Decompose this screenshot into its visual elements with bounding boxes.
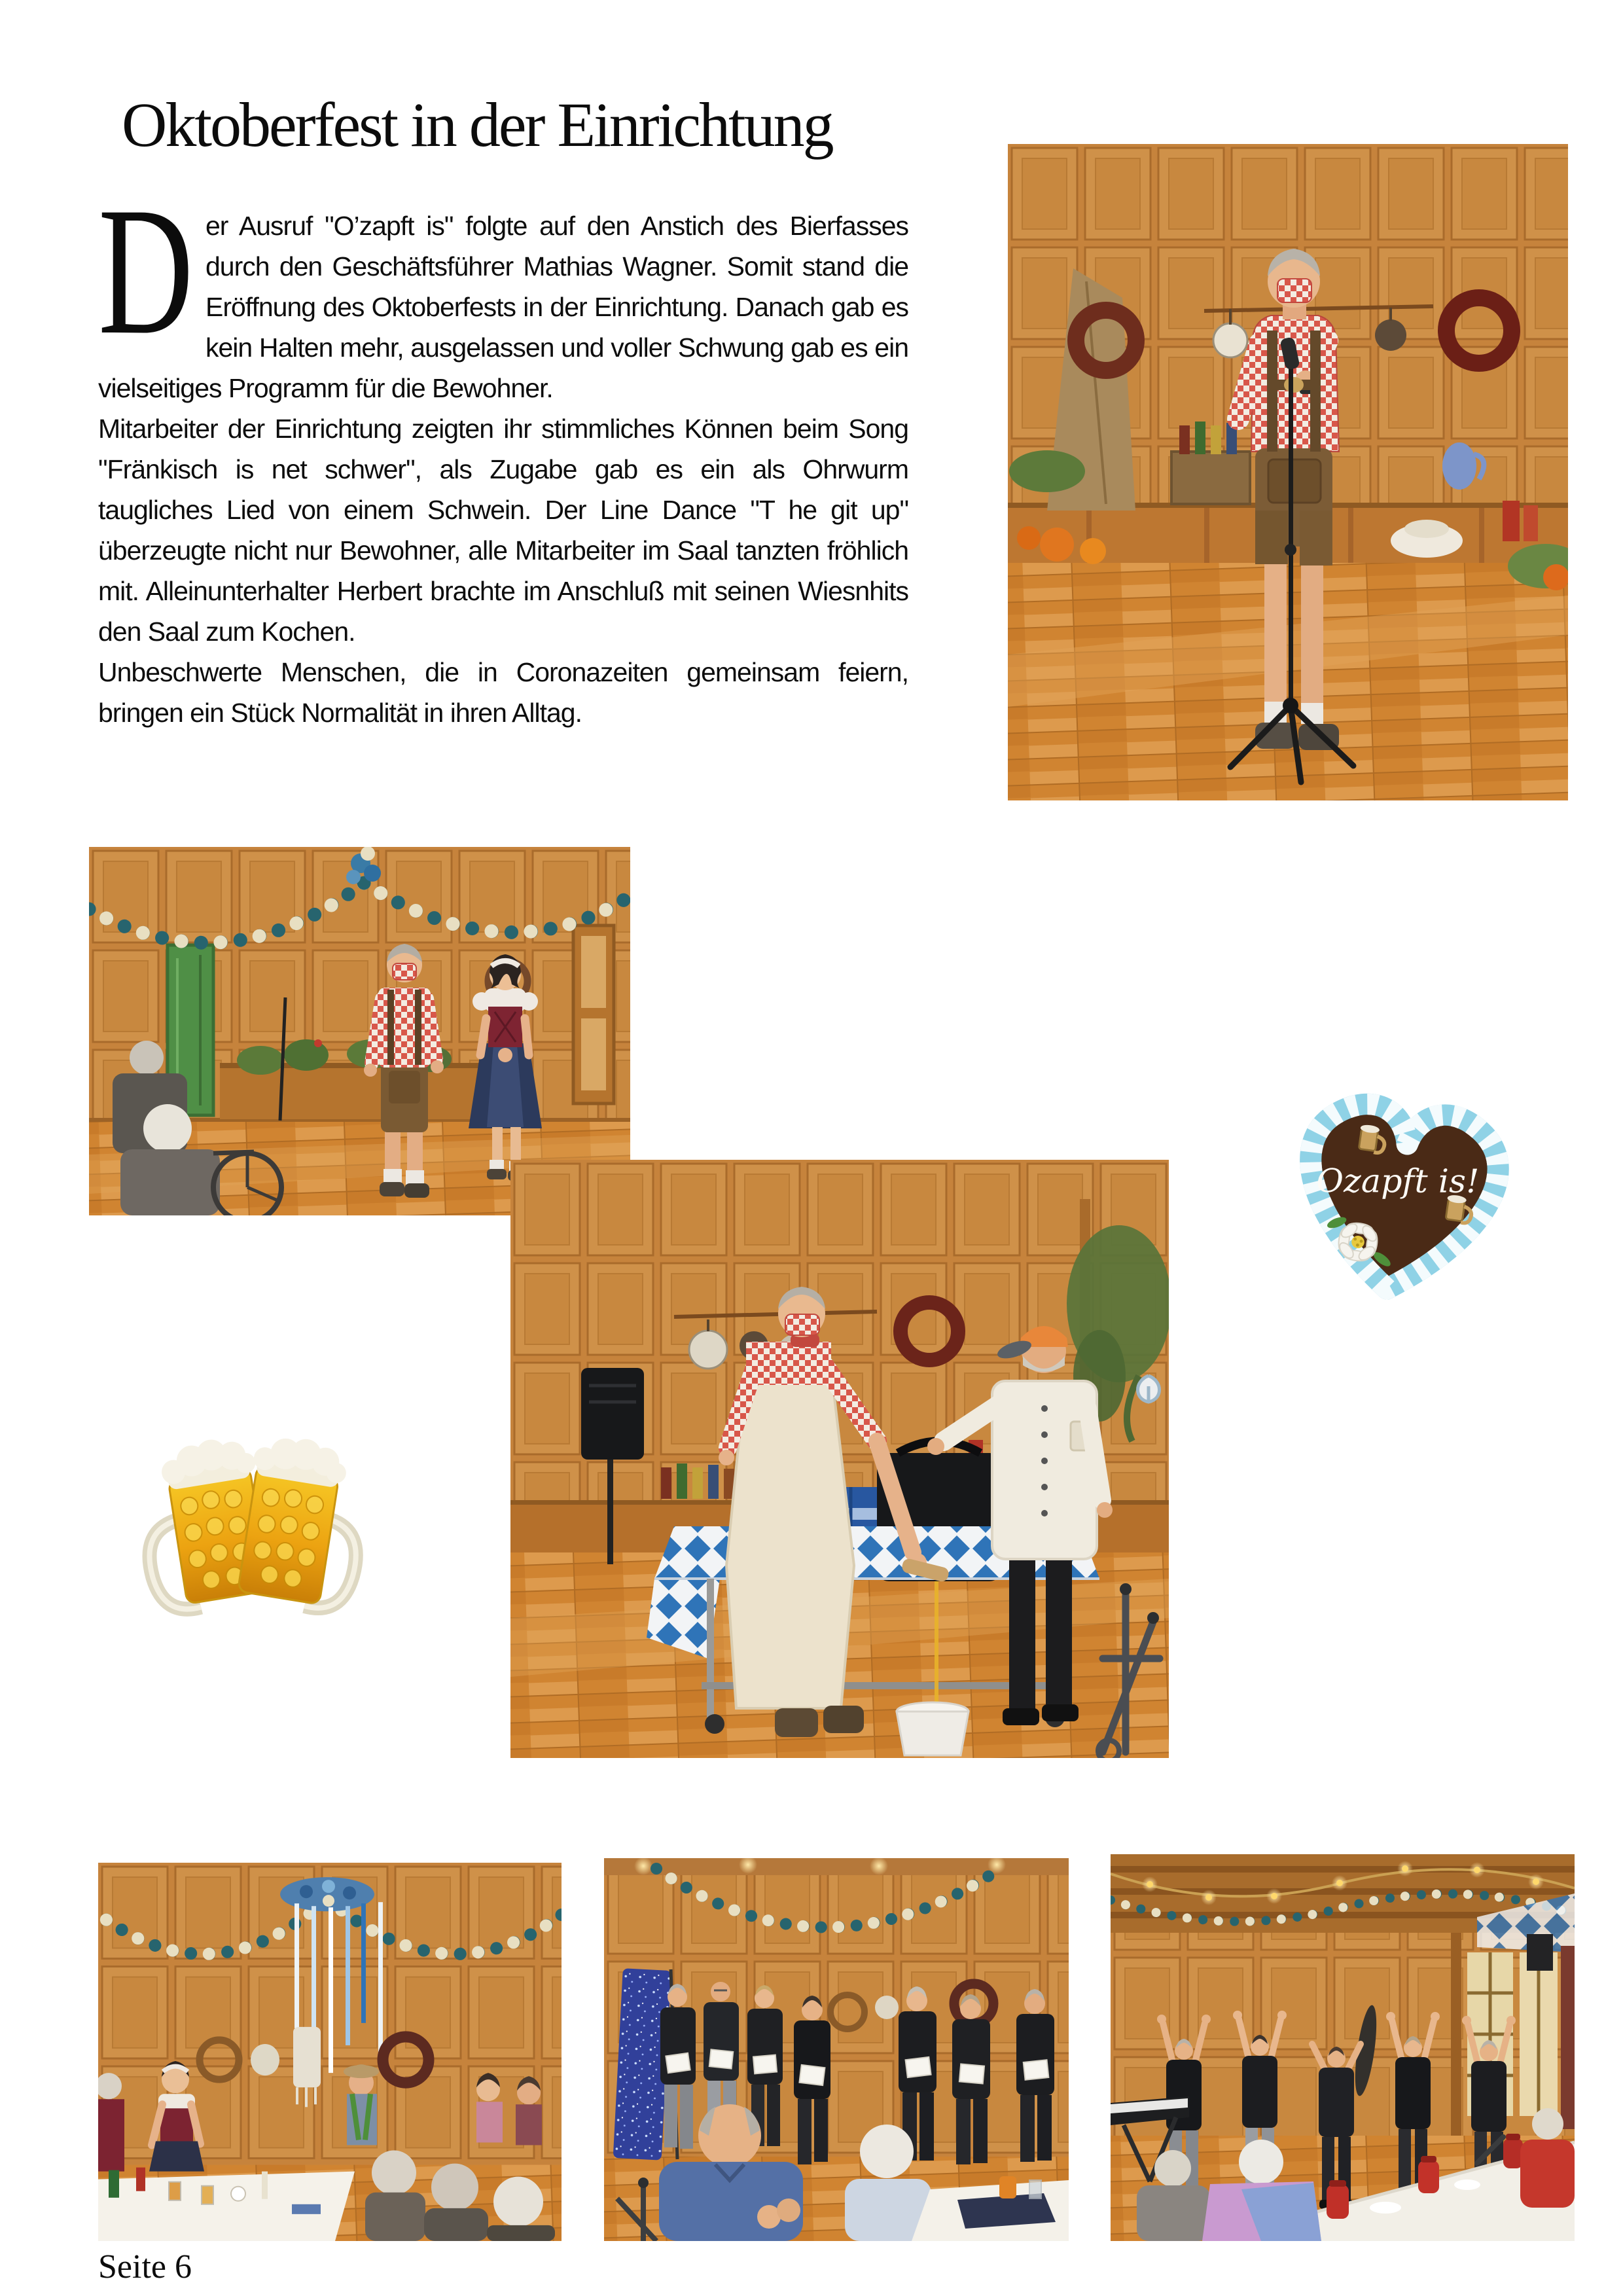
paragraph-2: Mitarbeiter der Einrichtung zeigten ihr stimmliches Können beim Song "Fränkisch is net schwer", als Zugabe gab es ein als Ohrwurm taugliches Lied von einem Schwein. Der Line Dance "T he git up" überzeugte nicht nur Bewohner, alle Mitarbeiter im Saal tanzten fröhlich mit. Alleinunterhalter Herbert brachte im Anschluß mit seinen Wiesnhits den Saal zum Kochen. [98, 414, 908, 647]
photo-singer-at-microphone [1008, 144, 1568, 800]
article-body [98, 169, 908, 733]
gingerbread-heart [1251, 1052, 1550, 1331]
heart-lettering: Ozapft is! [1316, 1161, 1480, 1200]
photo-staff-choir [604, 1858, 1069, 2241]
photo-line-dance [1111, 1854, 1575, 2241]
paragraph-3: Unbeschwerte Menschen, die in Coronazeiten gemeinsam feiern, bringen ein Stück Normalität in ihren Alltag. [98, 657, 908, 728]
photo-keg-tapping [510, 1160, 1169, 1758]
page-title: Oktoberfest in der Einrichtung [122, 90, 832, 160]
paragraph-1: er Ausruf "O’zapft is" folgte auf den Anstich des Bierfasses durch den Geschäftsführer Mathias Wagner. Somit stand die Eröffnung des Oktoberfests in der Einrichtung. Danach gab es kein Halten mehr, ausgelassen und voller Schwung gab es ein vielseitiges Programm für die Bewohner. [98, 211, 908, 403]
drop-cap: D [98, 169, 193, 372]
page-number: Seite 6 [98, 2248, 192, 2286]
beer-mugs-clipart [118, 1407, 380, 1648]
photo-hall-tables [98, 1863, 562, 2241]
